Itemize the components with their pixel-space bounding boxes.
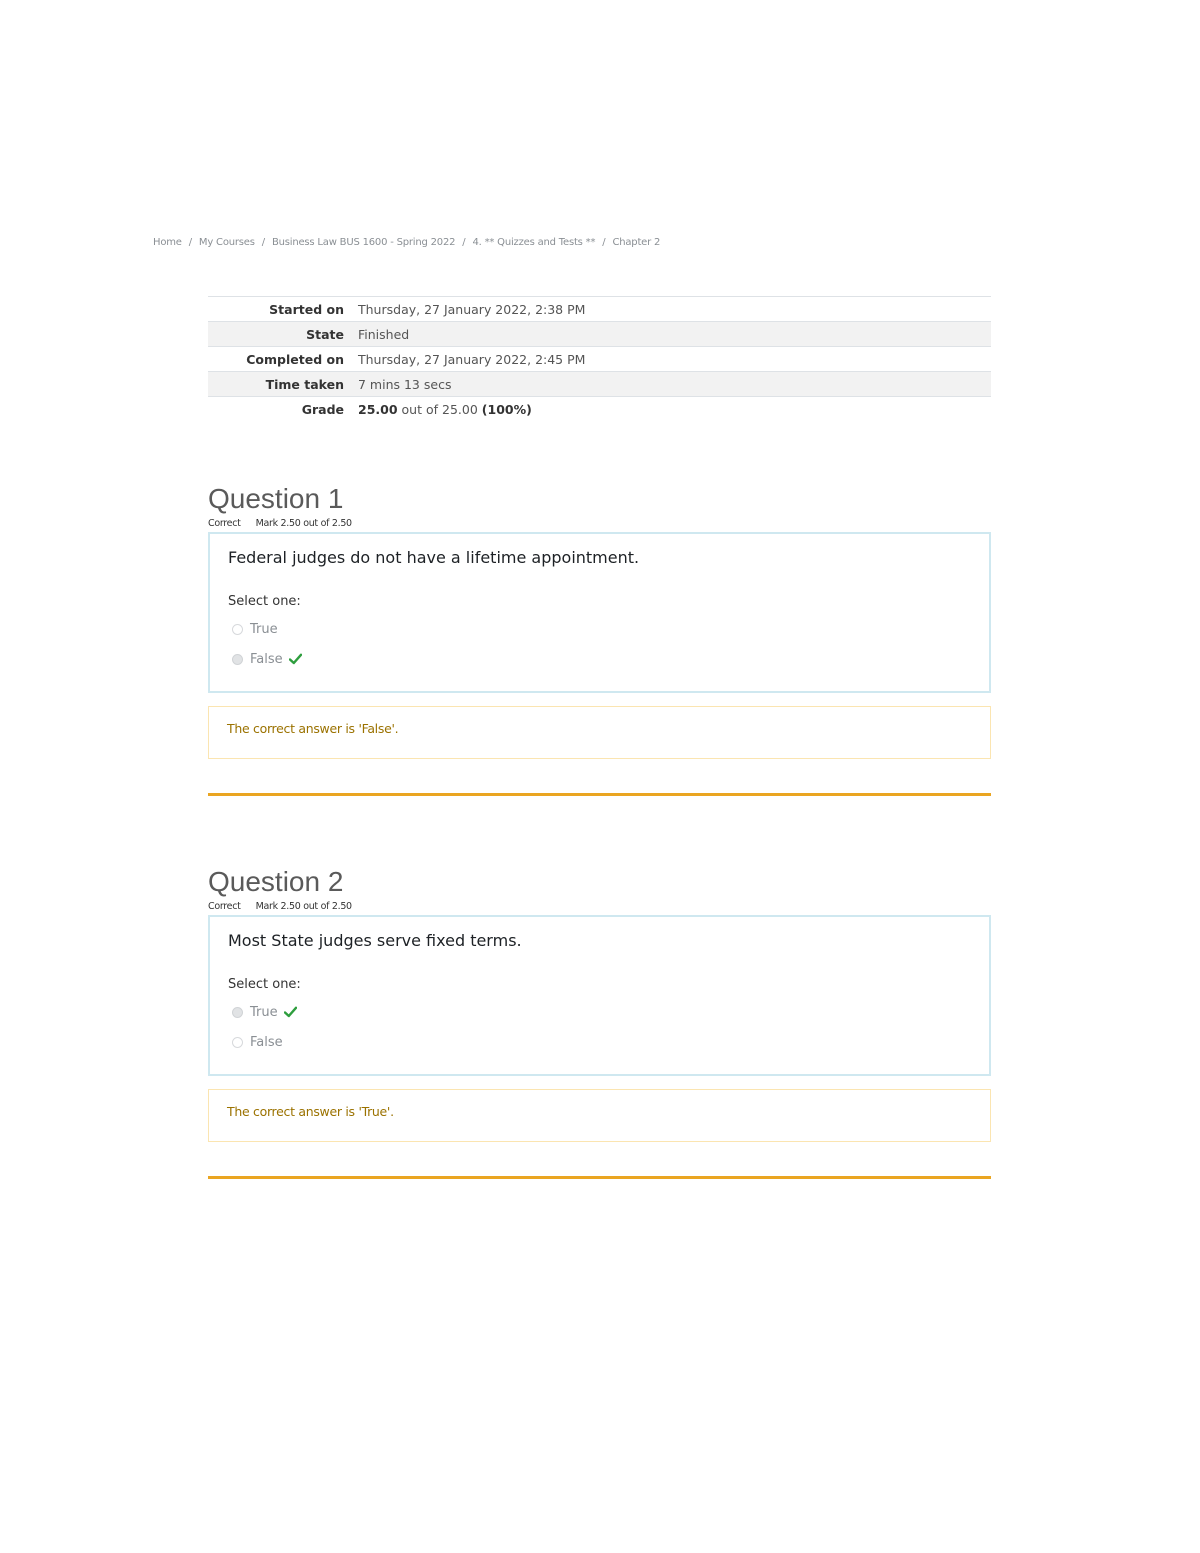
question-mark: Mark 2.50 out of 2.50 — [255, 901, 352, 912]
radio-button-selected[interactable] — [232, 654, 243, 665]
grade-label: Grade — [301, 401, 344, 417]
breadcrumb-separator: / — [188, 237, 192, 248]
correct-answer-feedback: The correct answer is 'False'. — [208, 706, 991, 759]
select-one-label: Select one: — [228, 594, 301, 609]
time-taken-label: Time taken — [265, 376, 344, 392]
question-info — [208, 899, 991, 915]
completed-value: Thursday, 27 January 2022, 2:45 PM — [358, 351, 586, 367]
summary-row-started — [208, 297, 991, 322]
time-taken-value: 7 mins 13 secs — [358, 376, 452, 392]
question-text: Federal judges do not have a lifetime appointment. — [228, 548, 640, 567]
answer-option-false[interactable] — [228, 649, 971, 669]
breadcrumb-separator: / — [602, 237, 606, 248]
question-mark: Mark 2.50 out of 2.50 — [255, 518, 352, 529]
state-value: Finished — [358, 326, 410, 342]
grade-percent: (100%) — [481, 401, 532, 417]
started-value: Thursday, 27 January 2022, 2:38 PM — [358, 301, 586, 317]
breadcrumb-quiz[interactable]: Chapter 2 — [612, 237, 661, 248]
question-1 — [208, 482, 991, 796]
breadcrumb-separator: / — [261, 237, 265, 248]
answer-option-true[interactable] — [228, 1002, 971, 1022]
select-one-label: Select one: — [228, 977, 301, 992]
breadcrumb — [153, 237, 660, 248]
question-divider — [208, 1176, 991, 1179]
completed-label: Completed on — [246, 351, 344, 367]
answer-label: False — [250, 651, 283, 667]
question-title: Question 2 — [208, 866, 344, 897]
checkmark-icon — [289, 653, 302, 665]
checkmark-icon — [284, 1006, 297, 1018]
question-content-box — [208, 532, 991, 693]
breadcrumb-course[interactable]: Business Law BUS 1600 - Spring 2022 — [271, 237, 456, 248]
summary-row-grade — [208, 397, 991, 422]
answer-option-true[interactable] — [228, 619, 971, 639]
summary-row-state — [208, 322, 991, 347]
breadcrumb-my-courses[interactable]: My Courses — [198, 237, 255, 248]
question-content-box — [208, 915, 991, 1076]
quiz-summary-table — [208, 296, 991, 421]
summary-row-time — [208, 372, 991, 397]
radio-button[interactable] — [232, 1037, 243, 1048]
answer-label: True — [250, 1004, 278, 1020]
question-info — [208, 516, 991, 532]
radio-button[interactable] — [232, 624, 243, 635]
answer-label: False — [250, 1034, 283, 1050]
radio-button-selected[interactable] — [232, 1007, 243, 1018]
summary-row-completed — [208, 347, 991, 372]
grade-value — [351, 397, 991, 422]
grade-score: 25.00 — [358, 401, 398, 417]
question-status: Correct — [208, 901, 241, 912]
question-text: Most State judges serve fixed terms. — [228, 931, 522, 950]
state-label: State — [306, 326, 344, 342]
question-status: Correct — [208, 518, 241, 529]
breadcrumb-separator: / — [462, 237, 466, 248]
breadcrumb-home[interactable]: Home — [153, 237, 182, 248]
grade-out-of: out of 25.00 — [401, 401, 478, 417]
question-divider — [208, 793, 991, 796]
question-2 — [208, 865, 991, 1179]
correct-answer-feedback: The correct answer is 'True'. — [208, 1089, 991, 1142]
answer-option-false[interactable] — [228, 1032, 971, 1052]
question-title: Question 1 — [208, 483, 344, 514]
started-label: Started on — [269, 301, 344, 317]
breadcrumb-section[interactable]: 4. ** Quizzes and Tests ** — [472, 237, 596, 248]
answer-label: True — [250, 621, 278, 637]
